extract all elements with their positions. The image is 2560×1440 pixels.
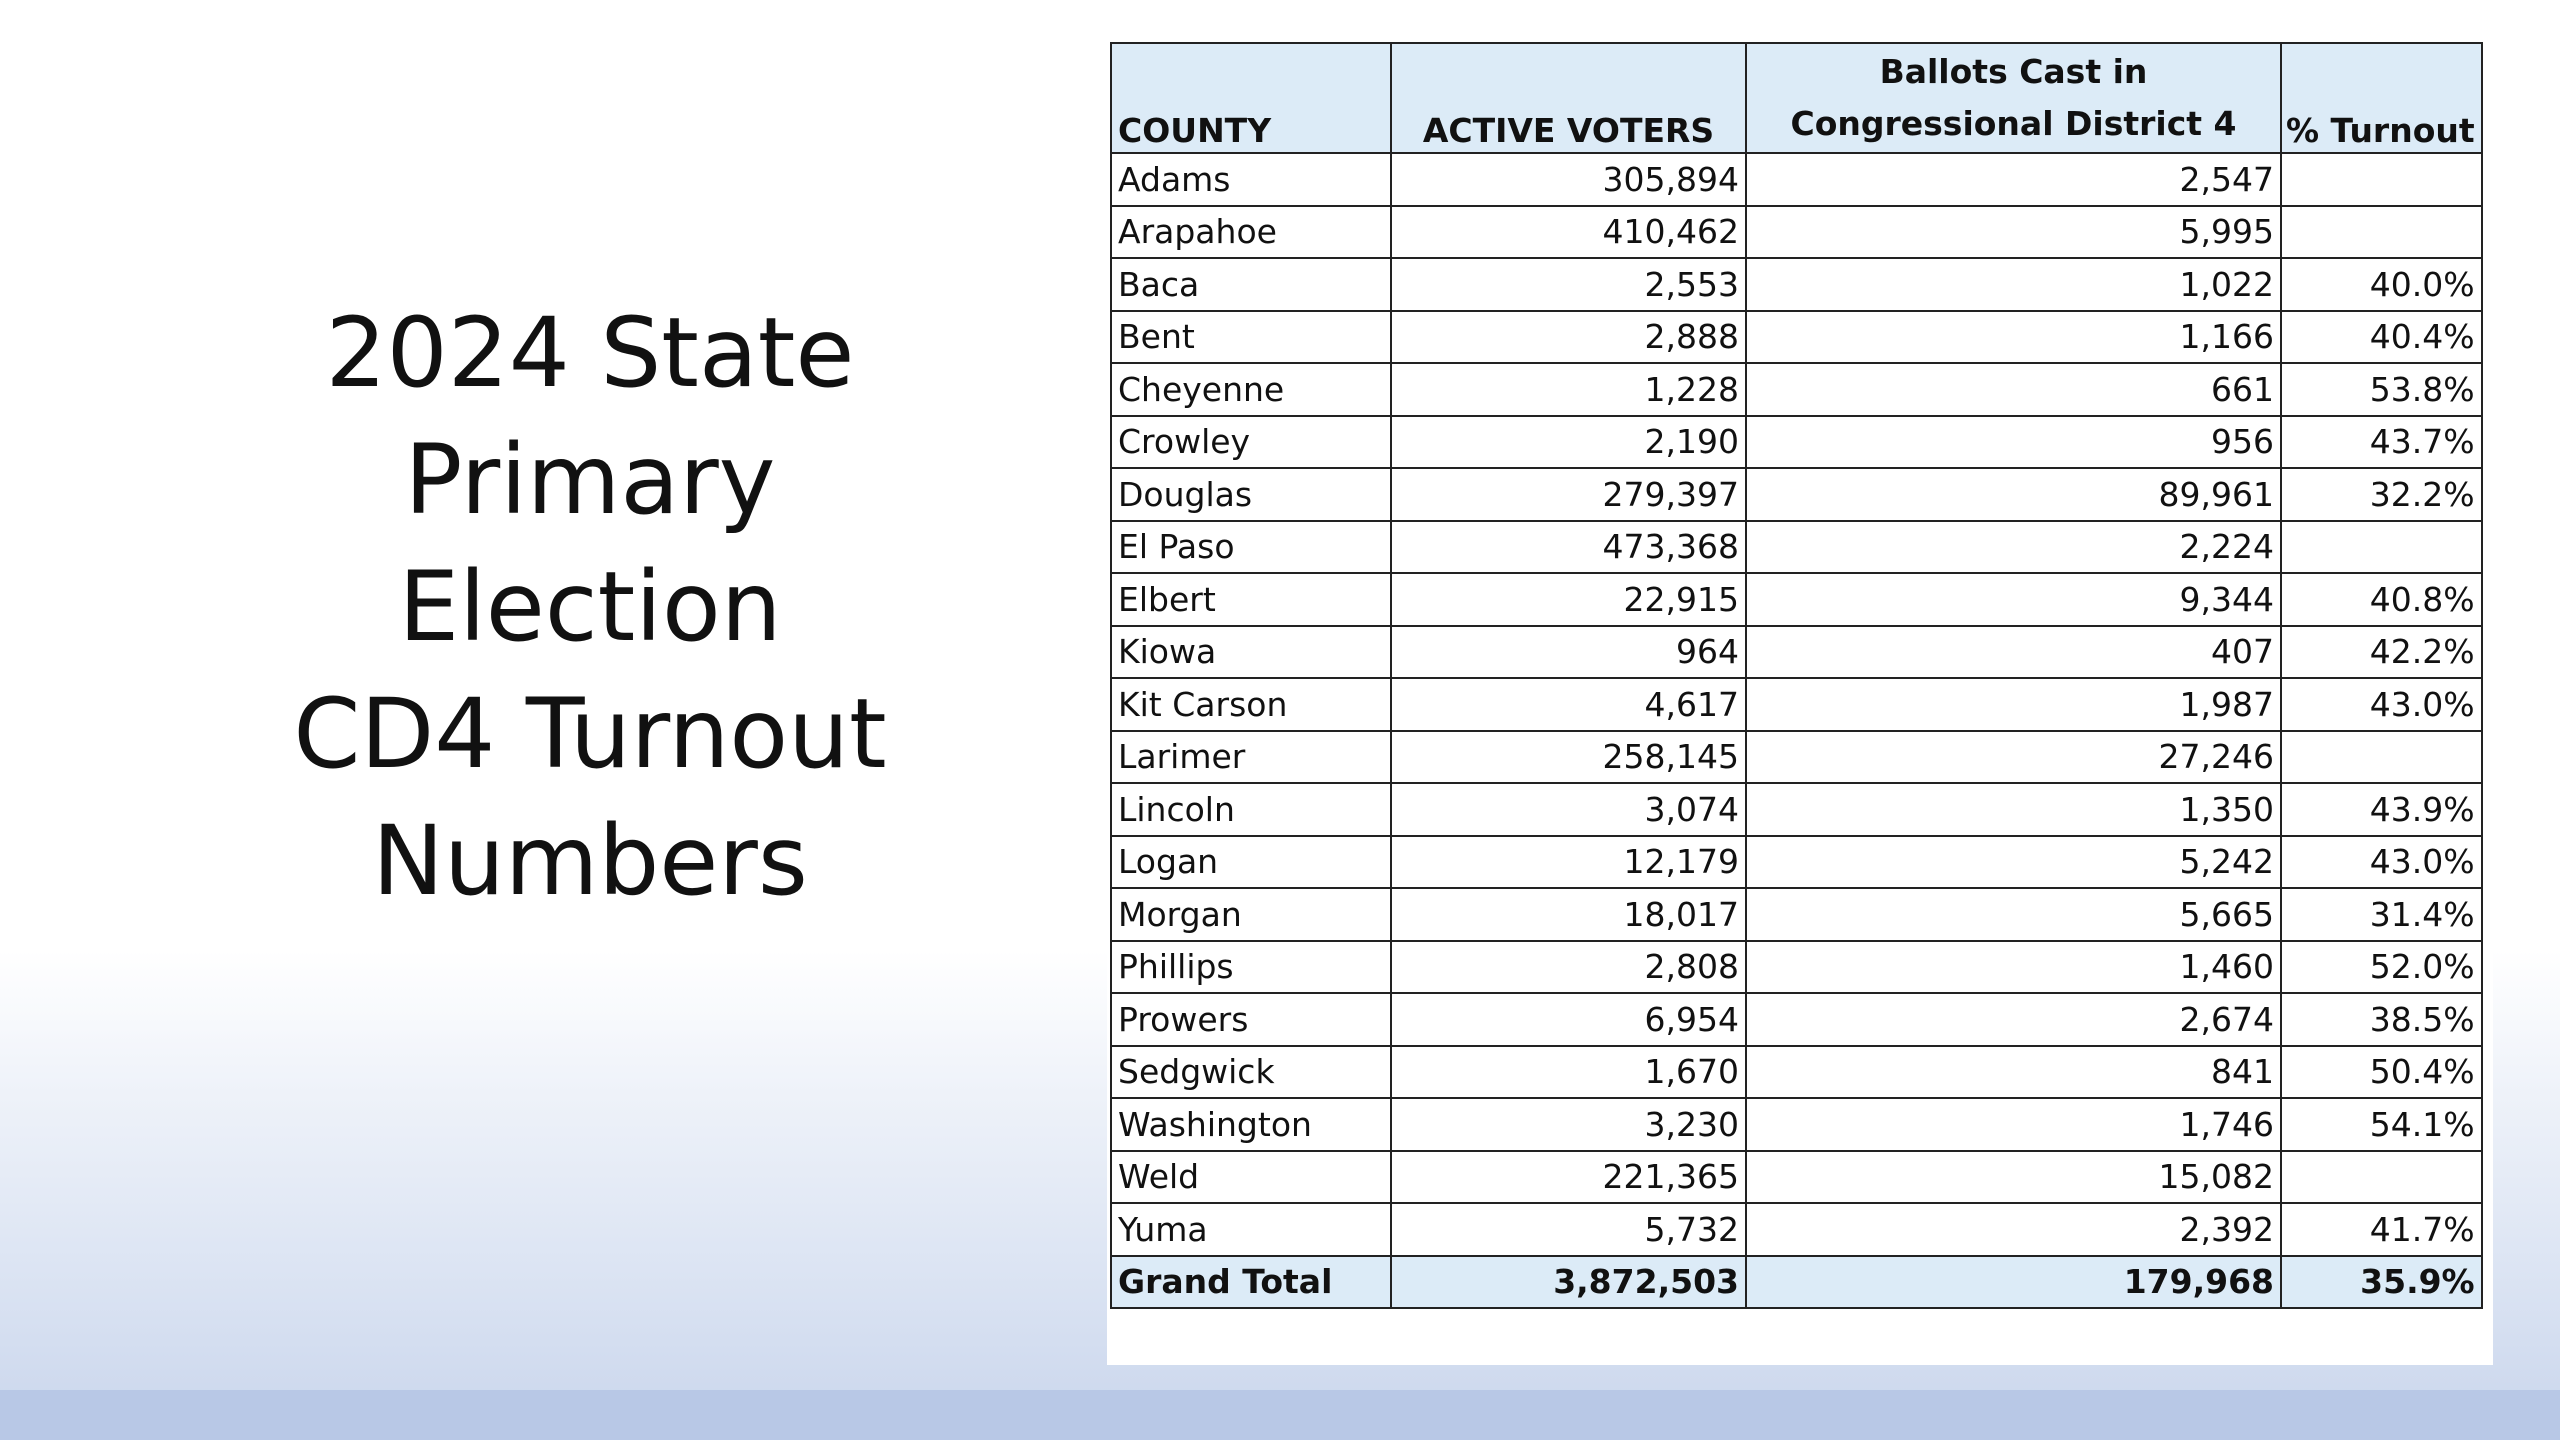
slide-title-line-3: Election — [398, 551, 782, 663]
active-voters-cell: 5,732 — [1391, 1203, 1746, 1256]
county-cell: Phillips — [1111, 941, 1391, 994]
county-cell: Logan — [1111, 836, 1391, 889]
turnout-cell: 41.7% — [2281, 1203, 2482, 1256]
turnout-cell: 53.8% — [2281, 363, 2482, 416]
turnout-cell: 40.8% — [2281, 573, 2482, 626]
turnout-cell: 50.4% — [2281, 1046, 2482, 1099]
county-cell: Kiowa — [1111, 626, 1391, 679]
turnout-cell — [2281, 521, 2482, 574]
turnout-cell: 52.0% — [2281, 941, 2482, 994]
turnout-cell: 43.0% — [2281, 678, 2482, 731]
county-cell: Douglas — [1111, 468, 1391, 521]
table-row — [1111, 888, 2482, 941]
table-row — [1111, 941, 2482, 994]
county-cell: Weld — [1111, 1151, 1391, 1204]
county-cell: Kit Carson — [1111, 678, 1391, 731]
county-cell: Washington — [1111, 1098, 1391, 1151]
slide-title-line-1: 2024 State — [325, 297, 855, 409]
ballots-cast-cell: 9,344 — [1746, 573, 2281, 626]
table-row — [1111, 363, 2482, 416]
table-header-row — [1111, 43, 2482, 153]
turnout-table-panel — [1107, 30, 2493, 1365]
ballots-cast-cell: 5,995 — [1746, 206, 2281, 259]
ballots-cast-cell: 407 — [1746, 626, 2281, 679]
county-cell: Prowers — [1111, 993, 1391, 1046]
ballots-cast-cell: 841 — [1746, 1046, 2281, 1099]
ballots-cast-cell: 5,242 — [1746, 836, 2281, 889]
slide-bottom-band — [0, 1390, 2560, 1440]
county-cell: Larimer — [1111, 731, 1391, 784]
table-row — [1111, 993, 2482, 1046]
grand-total-turnout: 35.9% — [2281, 1256, 2482, 1309]
ballots-cast-cell: 27,246 — [1746, 731, 2281, 784]
active-voters-cell: 279,397 — [1391, 468, 1746, 521]
ballots-cast-cell: 1,166 — [1746, 311, 2281, 364]
ballots-cast-cell: 5,665 — [1746, 888, 2281, 941]
ballots-cast-cell: 1,022 — [1746, 258, 2281, 311]
table-row — [1111, 731, 2482, 784]
ballots-cast-cell: 661 — [1746, 363, 2281, 416]
active-voters-cell: 221,365 — [1391, 1151, 1746, 1204]
active-voters-cell: 1,228 — [1391, 363, 1746, 416]
turnout-cell — [2281, 206, 2482, 259]
table-row — [1111, 1151, 2482, 1204]
active-voters-cell: 18,017 — [1391, 888, 1746, 941]
turnout-cell — [2281, 153, 2482, 206]
turnout-cell: 38.5% — [2281, 993, 2482, 1046]
grand-total-row — [1111, 1256, 2482, 1309]
county-cell: Elbert — [1111, 573, 1391, 626]
active-voters-cell: 3,074 — [1391, 783, 1746, 836]
turnout-table — [1110, 42, 2483, 1309]
table-row — [1111, 678, 2482, 731]
county-cell: Morgan — [1111, 888, 1391, 941]
table-row — [1111, 153, 2482, 206]
ballots-cast-cell: 2,674 — [1746, 993, 2281, 1046]
ballots-cast-cell: 956 — [1746, 416, 2281, 469]
active-voters-cell: 6,954 — [1391, 993, 1746, 1046]
ballots-cast-cell: 1,746 — [1746, 1098, 2281, 1151]
county-cell: Yuma — [1111, 1203, 1391, 1256]
turnout-cell: 54.1% — [2281, 1098, 2482, 1151]
county-cell: Arapahoe — [1111, 206, 1391, 259]
turnout-cell — [2281, 731, 2482, 784]
table-row — [1111, 416, 2482, 469]
ballots-cast-cell: 2,547 — [1746, 153, 2281, 206]
active-voters-cell: 2,190 — [1391, 416, 1746, 469]
slide-title-line-2: Primary — [404, 424, 776, 536]
active-voters-cell: 410,462 — [1391, 206, 1746, 259]
grand-total-label: Grand Total — [1111, 1256, 1391, 1309]
table-row — [1111, 783, 2482, 836]
active-voters-cell: 2,553 — [1391, 258, 1746, 311]
county-cell: Lincoln — [1111, 783, 1391, 836]
header-active-voters: ACTIVE VOTERS — [1391, 43, 1746, 153]
turnout-cell: 31.4% — [2281, 888, 2482, 941]
active-voters-cell: 2,808 — [1391, 941, 1746, 994]
table-row — [1111, 258, 2482, 311]
active-voters-cell: 473,368 — [1391, 521, 1746, 574]
ballots-cast-cell: 1,987 — [1746, 678, 2281, 731]
turnout-cell: 40.0% — [2281, 258, 2482, 311]
county-cell: Sedgwick — [1111, 1046, 1391, 1099]
table-row — [1111, 573, 2482, 626]
ballots-cast-cell: 2,392 — [1746, 1203, 2281, 1256]
county-cell: Bent — [1111, 311, 1391, 364]
active-voters-cell: 1,670 — [1391, 1046, 1746, 1099]
table-row — [1111, 311, 2482, 364]
turnout-cell: 43.0% — [2281, 836, 2482, 889]
table-row — [1111, 1098, 2482, 1151]
table-row — [1111, 1046, 2482, 1099]
ballots-cast-cell: 1,350 — [1746, 783, 2281, 836]
county-cell: Cheyenne — [1111, 363, 1391, 416]
active-voters-cell: 4,617 — [1391, 678, 1746, 731]
header-county: COUNTY — [1111, 43, 1391, 153]
ballots-cast-cell: 15,082 — [1746, 1151, 2281, 1204]
active-voters-cell: 964 — [1391, 626, 1746, 679]
turnout-cell: 40.4% — [2281, 311, 2482, 364]
slide-title-line-4: CD4 Turnout — [293, 678, 887, 790]
turnout-cell: 42.2% — [2281, 626, 2482, 679]
header-ballots-cast: Ballots Cast in Congressional District 4 — [1746, 43, 2281, 153]
ballots-cast-cell: 1,460 — [1746, 941, 2281, 994]
ballots-cast-cell: 89,961 — [1746, 468, 2281, 521]
turnout-cell: 32.2% — [2281, 468, 2482, 521]
active-voters-cell: 258,145 — [1391, 731, 1746, 784]
header-turnout: % Turnout — [2281, 43, 2482, 153]
ballots-cast-cell: 2,224 — [1746, 521, 2281, 574]
table-row — [1111, 836, 2482, 889]
county-cell: Adams — [1111, 153, 1391, 206]
table-row — [1111, 468, 2482, 521]
active-voters-cell: 2,888 — [1391, 311, 1746, 364]
county-cell: Baca — [1111, 258, 1391, 311]
table-row — [1111, 1203, 2482, 1256]
county-cell: Crowley — [1111, 416, 1391, 469]
grand-total-ballots-cast: 179,968 — [1746, 1256, 2281, 1309]
turnout-cell: 43.9% — [2281, 783, 2482, 836]
slide-title — [190, 290, 990, 925]
active-voters-cell: 22,915 — [1391, 573, 1746, 626]
county-cell: El Paso — [1111, 521, 1391, 574]
turnout-cell: 43.7% — [2281, 416, 2482, 469]
active-voters-cell: 12,179 — [1391, 836, 1746, 889]
table-row — [1111, 626, 2482, 679]
grand-total-active-voters: 3,872,503 — [1391, 1256, 1746, 1309]
slide-title-line-5: Numbers — [372, 805, 808, 917]
table-row — [1111, 206, 2482, 259]
turnout-cell — [2281, 1151, 2482, 1204]
active-voters-cell: 3,230 — [1391, 1098, 1746, 1151]
active-voters-cell: 305,894 — [1391, 153, 1746, 206]
table-row — [1111, 521, 2482, 574]
